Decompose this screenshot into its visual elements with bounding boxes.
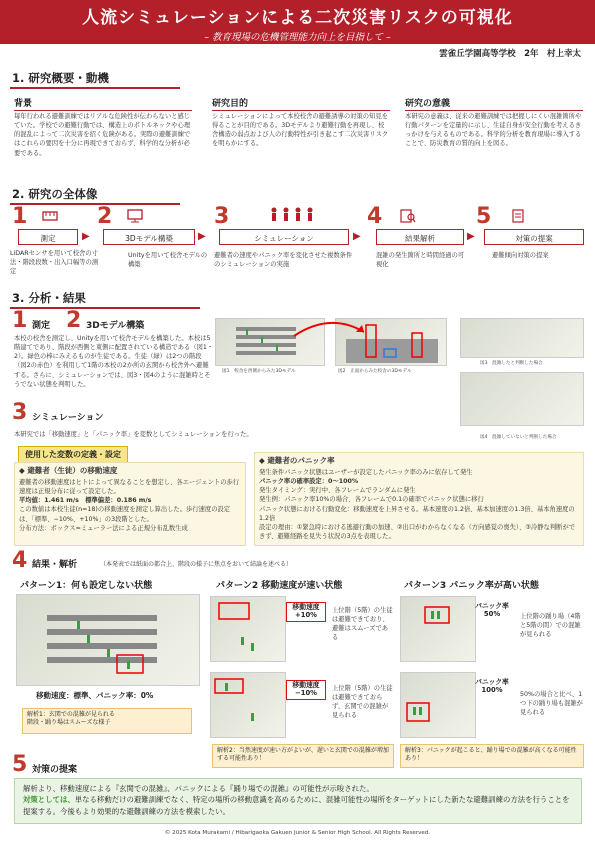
step-3-label: シミュレーション	[254, 234, 314, 243]
analysis-1-note: 解析1：玄関での混雑が見られる 階段・踊り場はスムーズな様子	[22, 708, 192, 734]
curved-arrow-icon	[290, 318, 370, 338]
step-1-desc: LiDARセンサを用いて校舎の寸法・階段段数・出入口幅等の測定	[10, 250, 99, 276]
sub-1-title: 測定	[32, 321, 51, 331]
pattern-3b-label: パニック率 100%	[475, 678, 509, 695]
step-3-number: 3	[214, 204, 230, 229]
sub-3-title: シミュレーション	[32, 413, 104, 423]
speed-params: 平均値：1.461 m/s 標準偏差：0.186 m/s	[19, 497, 152, 505]
step-4-box	[376, 229, 464, 245]
pattern-3a-text: 上位階の踊り場（4階と5階の間）での混雑が見られる	[520, 613, 581, 639]
step-4-number: 4	[367, 204, 383, 229]
step-5-label: 対策の提案	[515, 234, 553, 243]
fig-2-caption: 図2 正面からみた校舎の3Dモデル	[338, 369, 412, 374]
conclusion-body: 単なる移動だけの避難訓練でなく、特定の場所の移動意識を高めるために、混雑可能性の場所をターゲットにした新たな避難訓練の方法を行うことを提案する。今後もより効果的な避難訓練の方法を模索したい。	[23, 795, 570, 816]
step-2-box	[103, 229, 195, 245]
step-4-desc: 混雑の発生箇所と時間経過の可視化	[376, 252, 465, 269]
model-text: 本校の校舎を測定し、Unityを用いて校舎モデルを構築した。本校は5階建てであり、階段が西側と東側に配置されている構造である（図1・2）。緑色の棒にみえるものが生徒である。生徒（緑）は2つの階段（図2の赤色）を利用して1階の本校の2か所の玄関から校舎外へ避難する。さらに、シミュレーションでは、図3・図4のように混雑時とそうでない状態を判明した。	[14, 335, 214, 388]
simulation-view	[401, 597, 477, 663]
speed-dist: 分布方法：ボックス=ミューラー法による正規分布乱数生成	[19, 524, 188, 532]
sub-3-number: 3	[12, 400, 28, 425]
step-2-desc: Unityを用いて校舎モデルの構築	[128, 252, 208, 269]
conclusion-box	[14, 778, 582, 824]
simulation-view	[401, 673, 477, 739]
sim-text: 本研究では「移動速度」と「パニック率」を変数としてシミュレーションを行った。	[14, 431, 253, 438]
step-2-number: 2	[97, 204, 113, 229]
pattern-2-title: パターン2 移動速度が速い状態	[216, 581, 343, 591]
pattern-3a-label: パニック率 50%	[475, 602, 509, 619]
monitor-icon	[127, 208, 143, 227]
significance-heading: 研究の意義	[405, 96, 583, 111]
crowd-icon	[268, 206, 316, 226]
step-5-desc: 避難傾向対策の提案	[492, 252, 549, 259]
significance-text: 本研究の意義は、従来の避難訓練では把握しにくい混雑箇所や行動パターンを定量的に示し、生徒自身が安全行動を考えるきっかけを与えるものである。科学的分析を教育現場に導入することで、防災教育の質的向上を図る。	[405, 113, 582, 148]
conclusion-line-1: 解析より、移動速度による『玄関での混雑』、パニックによる『踊り場での混雑』の可能性が示唆された。	[23, 784, 374, 793]
sub-2-title: 3Dモデル構築	[86, 321, 145, 331]
step-3-box	[219, 229, 349, 245]
panic-timing: 発生タイミング：実行中、各フレームでランダムに発生	[259, 487, 416, 495]
pattern-3b-text: 50%の場合と比べ、1つ下の踊り場も混雑が見られる	[520, 691, 583, 717]
panic-text: 発生条件パニック状態はユーザーが設定したパニック率のみに依存して発生	[259, 469, 473, 476]
arrow-icon: ▶	[82, 231, 90, 242]
background-heading: 背景	[14, 96, 192, 111]
author-line: 雲雀丘学園高等学校 2年 村上幸太	[439, 49, 581, 59]
simulation-view	[211, 673, 287, 739]
pattern-3a-image	[400, 596, 476, 662]
arrow-icon: ▶	[467, 231, 475, 242]
fig-4-caption: 図4 混雑していないと判断した場合	[480, 435, 557, 440]
pattern-1-title: パターン1：何も設定しない状態	[20, 581, 153, 591]
document-icon	[510, 208, 526, 227]
poster-title: 人流シミュレーションによる二次災害リスクの可視化	[82, 8, 513, 28]
pattern-1-image	[16, 594, 200, 686]
panic-cause: 発生例：パニック率10%の場合、各フレームで0.1の確率でパニック状態に移行	[259, 496, 484, 504]
poster-subtitle: – 教育現場の危機管理能力向上を目指して –	[204, 32, 391, 43]
pattern-2a-image	[210, 596, 286, 662]
pattern-2b-label: 移動速度 −10%	[286, 680, 326, 700]
step-1-number: 1	[12, 204, 28, 229]
step-1-label: 測定	[40, 234, 56, 243]
pattern-3b-image	[400, 672, 476, 738]
conclusion-line-2	[23, 794, 573, 817]
fig-3-image	[460, 318, 584, 358]
variables-title: 使用した変数の定義・設定	[18, 446, 128, 463]
purpose-text: シミュレーションによって本校校舎の避難誘導の対策の知見を得ることが目的である。3Dモデルより避難行動を再現し、校舎構造の弱点および人の行動特性が引き起こす二次災害リスクを明らかにする。	[212, 113, 389, 148]
section-2-rule	[10, 203, 180, 205]
sub-4-number: 4	[12, 548, 28, 573]
simulation-view	[211, 597, 287, 663]
sub-1-number: 1	[12, 308, 28, 333]
panic-behavior: パニック状態における行動変化：移動速度を上昇させる。基本速度の1.2倍、基本加速度の1.3倍、基本角速度の1.2倍	[259, 505, 575, 522]
pattern-3-title: パターン3 パニック率が高い状態	[404, 581, 539, 591]
speed-text-2: この数値は本校生徒(n=18)の移動速度を測定し算出した。歩行速度の設定は、「標準、−10%、+10%」の3段階とした。	[19, 506, 231, 523]
simulation-view	[17, 595, 201, 687]
step-4-label: 結果解析	[405, 234, 435, 243]
speed-text: 避難者の移動速度はヒトによって異なることを想定し、各エージェントの歩行速度は正規分布に従って設定した。	[19, 479, 240, 496]
panic-range: パニック率の確率設定：0〜100%	[259, 478, 359, 486]
analysis-icon	[400, 208, 416, 227]
pattern-1-caption: 移動速度：標準、パニック率：0%	[36, 691, 154, 700]
panic-title: ◆ 避難者のパニック率	[259, 456, 335, 465]
title-banner	[0, 0, 595, 44]
pattern-2a-label: 移動速度 +10%	[286, 602, 326, 622]
step-3-desc: 避難者の速度やパニック率を変化させた複数条件のシミュレーションの実施	[214, 252, 353, 269]
step-5-box	[484, 229, 584, 245]
purpose-heading: 研究目的	[212, 96, 390, 111]
arrow-icon: ▶	[353, 231, 361, 242]
sub-4-title: 結果・解析	[32, 560, 78, 570]
panic-reason: 設定の理由：①緊急時における逃避行動の加速、②出口がわからなくなる（方向感覚の喪失）、③冷静な判断ができず、避難経路を見失う状況の3点を表現した。	[259, 523, 576, 540]
section-1-heading: 1. 研究概要・動機	[12, 71, 109, 85]
background-text: 毎年行われる避難訓練ではリアルな危険性が伝わらないと感じていた。学校での避難行動では、構造上のボトルネックや心理的混乱によって二次災害を招く危険がある。実際の避難訓練ではこれらの要因を十分に再現できておらず、科学的な分析が必要である。	[14, 113, 191, 157]
results-note: （本発表では紙面の都合上、階段の様子に焦点をおいて結論を述べる）	[100, 561, 293, 568]
fig-4-image	[460, 372, 584, 426]
sub-5-number: 5	[12, 752, 28, 777]
measure-icon	[42, 208, 58, 227]
sub-2-number: 2	[66, 308, 82, 333]
section-3-heading: 3. 分析・結果	[12, 291, 86, 305]
step-5-number: 5	[476, 204, 492, 229]
arrow-icon: ▶	[198, 231, 206, 242]
section-1-rule	[10, 87, 180, 89]
section-2-heading: 2. 研究の全体像	[12, 187, 98, 201]
pattern-2b-text: 上位階（5階）の生徒は避難できておらず、玄関での混雑が見られる	[332, 685, 393, 720]
step-1-box	[18, 229, 78, 245]
fig-3-caption: 図3 混雑したと判断した場合	[480, 361, 543, 366]
pattern-2b-image	[210, 672, 286, 738]
pattern-2a-text: 上位階（5階）の生徒は避難できており、避難はスムーズである	[332, 607, 393, 642]
fig-1-caption: 図1 校舎を西側からみた3Dモデル	[222, 369, 296, 374]
copyright-footer: © 2025 Kota Murakami / Hibarigaoka Gakuen Junior & Senior High School. All Rights Reserved.	[164, 830, 431, 836]
speed-title: ◆ 避難者（生徒）の移動速度	[19, 466, 118, 475]
speed-box	[14, 462, 246, 546]
step-2-label: 3Dモデル構築	[125, 234, 173, 243]
analysis-2-note: 解析2：当然速度が速い方がよいが、遅いと玄関での混雑が増加する可能性あり！	[212, 744, 394, 768]
sub-5-title: 対策の提案	[32, 765, 78, 775]
analysis-3-note: 解析3：パニックが起こると、踊り場での混雑が高くなる可能性あり！	[400, 744, 584, 768]
conclusion-lead: 対策としては、	[23, 795, 75, 805]
panic-box	[254, 452, 584, 546]
section-3-rule	[10, 307, 200, 309]
